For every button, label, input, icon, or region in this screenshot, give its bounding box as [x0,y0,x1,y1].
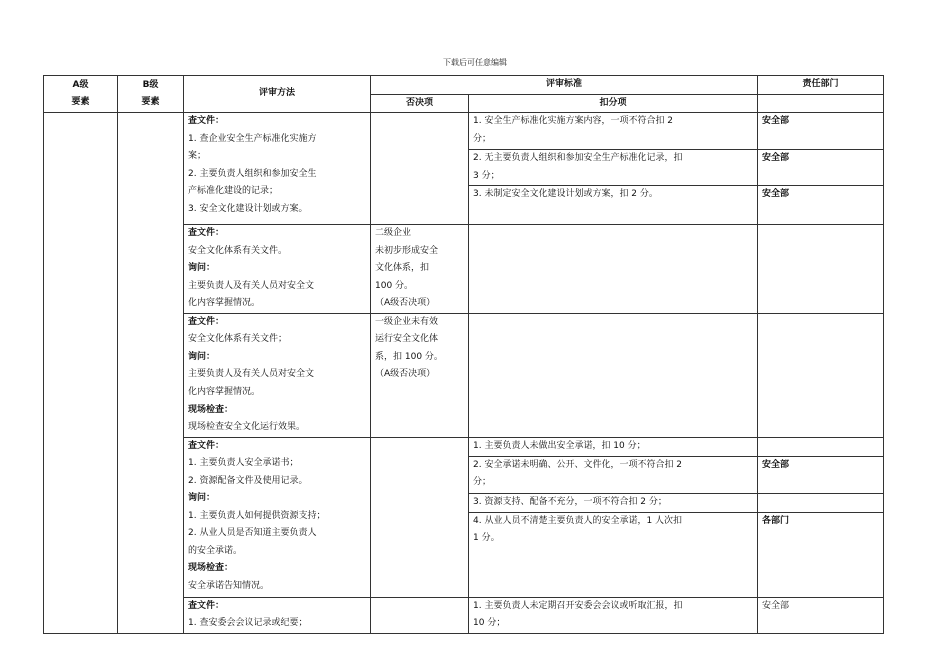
dept-header-blank [758,94,884,113]
cell-text [758,438,883,457]
cell-text: 查文件： [188,228,225,239]
cell-text: 二级企业 [375,228,412,239]
cell-text: 询问： [188,351,216,362]
dept-cell [758,113,884,225]
deduction-header: 扣分项 [469,94,758,113]
cell-text: 主要负责人及有关人员对安全文 [188,280,315,291]
cell-text: 安全部 [762,189,790,200]
deduction-cell [469,597,758,633]
cell-text: 2. 无主要负责人组织和参加安全生产标准化记录，扣 [473,153,683,164]
cell-text: （A级否决项） [375,298,436,309]
deduction-item [469,457,757,494]
method-cell [184,113,371,225]
cell-text: 一级企业未有效 [375,316,439,327]
cell-text: 分； [473,477,492,488]
cell-text: 2. 安全承诺未明确、公开、文件化，一项不符合扣 2 [473,459,683,470]
page-header-note: 下载后可任意编辑 [443,58,507,67]
cell-text: 查文件： [188,316,225,327]
col-a-cell [44,113,118,634]
dept-cell [758,437,884,597]
cell-text: 安全部 [758,150,883,186]
cell-text: 100 分。 [375,280,414,291]
cell-text: 现场检查： [188,563,234,574]
cell-text: 询问： [188,263,216,274]
cell-text: 3 分； [473,170,500,181]
cell-text: 3. 安全文化建设计划或方案。 [188,203,308,214]
cell-text: 安全部 [758,457,883,494]
veto-cell [371,437,469,597]
standard-header: 评审标准 [371,76,758,95]
cell-text: 3. 资源支持、配备不充分，一项不符合扣 2 分； [473,496,667,507]
cell-text: 查文件： [188,440,225,451]
cell-text: 现场检查： [188,404,234,415]
cell-text: 3. 未制定安全文化建设计划或方案，扣 2 分。 [473,189,658,200]
cell-text: 10 分； [473,618,506,629]
review-table [43,75,884,634]
dept-cell: 安全部 [758,597,884,633]
deduction-item [469,513,757,597]
col-b-cell [118,113,184,634]
cell-text: 安全文化体系有关文件； [188,334,288,345]
cell-text: 2. 资源配备文件及使用记录。 [188,475,308,486]
dept-cell [758,225,884,314]
cell-text: 的安全承诺。 [188,545,243,556]
method-cell [184,437,371,597]
deduction-cell [469,313,758,437]
deduction-item [469,186,757,224]
table-row [44,113,884,225]
veto-cell [371,225,469,314]
col-b-header [118,76,184,113]
veto-cell [371,597,469,633]
cell-text: 1. 查企业安全生产标准化实施方 [188,133,317,144]
cell-text: 1. 安全生产标准化实施方案内容，一项不符合扣 2 [473,116,674,127]
cell-text: 分； [473,133,492,144]
cell-text: 询问： [188,493,216,504]
dept-cell [758,313,884,437]
deduction-item [469,113,757,150]
cell-text: 产标准化建设的记录； [188,186,279,197]
cell-text: A级 [72,79,89,90]
deduction-item [469,150,757,186]
deduction-cell [469,225,758,314]
deduction-cell [469,437,758,597]
dept-header: 责任部门 [758,76,884,95]
cell-text: 1 分。 [473,533,500,544]
cell-text: 化内容掌握情况。 [188,387,261,398]
cell-text: 系，扣 100 分。 [375,351,443,362]
cell-text: 2. 从业人员是否知道主要负责人 [188,528,317,539]
cell-text: 1. 主要负责人未定期召开安委会会议或听取汇报，扣 [473,600,683,611]
cell-text: 化内容掌握情况。 [188,298,261,309]
deduction-item [469,494,757,513]
cell-text: 要素 [141,97,160,108]
cell-text: （A级否决项） [375,369,436,380]
cell-text: 1. 主要负责人如何提供资源支持； [188,510,326,521]
cell-text: 1. 主要负责人未做出安全承诺，扣 10 分； [473,440,646,451]
cell-text: B级 [142,79,159,90]
cell-text: 安全部 [758,113,883,150]
cell-text: 4. 从业人员不清楚主要负责人的安全承诺，1 人次扣 [473,515,683,526]
cell-text: 文化体系，扣 [375,263,430,274]
cell-text: 各部门 [762,515,790,526]
cell-text: 2. 主要负责人组织和参加安全生 [188,168,317,179]
col-a-header [44,76,118,113]
cell-text: 现场检查安全文化运行效果。 [188,422,306,433]
deduction-cell [469,113,758,225]
cell-text: 1. 查安委会会议记录或纪要； [188,618,308,629]
method-cell [184,225,371,314]
veto-cell [371,113,469,225]
cell-text: 查文件： [188,116,225,127]
cell-text: 未初步形成安全 [375,245,439,256]
cell-text: 查文件： [188,600,225,611]
cell-text: 1. 主要负责人安全承诺书； [188,458,299,469]
cell-text: 安全文化体系有关文件。 [188,245,288,256]
cell-text: 要素 [71,97,90,108]
method-cell [184,313,371,437]
veto-cell [371,313,469,437]
cell-text: 案； [188,151,207,162]
cell-text [758,494,883,513]
deduction-item [469,438,757,457]
method-cell [184,597,371,633]
veto-header: 否决项 [371,94,469,113]
cell-text: 运行安全文化体 [375,334,439,345]
cell-text: 主要负责人及有关人员对安全文 [188,369,315,380]
cell-text: 安全承诺告知情况。 [188,581,270,592]
method-header: 评审方法 [184,76,371,113]
